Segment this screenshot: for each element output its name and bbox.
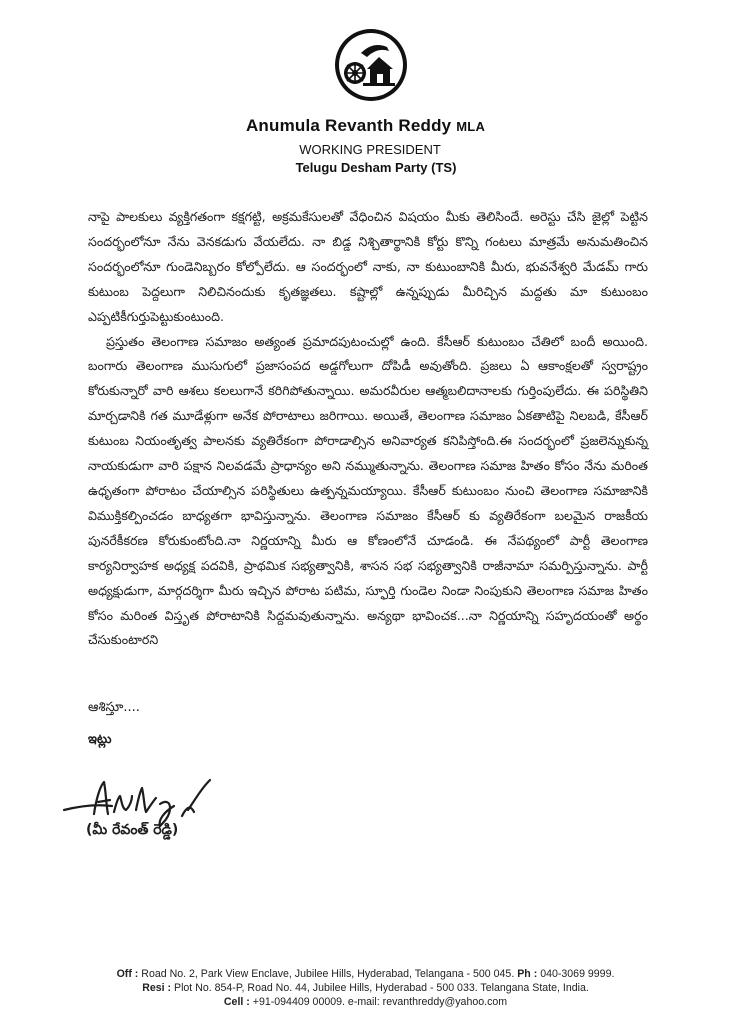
footer-off-label: Off : bbox=[116, 968, 139, 980]
letter-body bbox=[88, 205, 648, 653]
body-paragraph-2: ప్రస్తుతం తెలంగాణ సమాజం అత్యంత ప్రమాదపుటంచుల్లో ఉంది. కేసీఆర్ కుటుంబం చేతిలో బందీ అయింది. బంగారు తెలంగాణ ముసుగులో ప్రజాసంపద అడ్డగోలుగా దోపిడీ అవుతోంది. ప్రజలు ఏ ఆకాంక్షలతో స్వరాష్ట్రం కోరుకున్నారో వారి ఆశలు కలలుగానే కరిగిపోతున్నాయి. అమరవీరుల ఆత్మబలిదానాలకు గుర్తింపులేదు. ఈ పరిస్థితిని మార్చడానికి గత మూడేళ్లుగా అనేక పోరాటాలు జరిగాయి. అయితే, తెలంగాణ సమాజం ఏకతాటిపై నిలబడి, కేసీఆర్ కుటుంబ నియంతృత్వ పాలనకు వ్యతిరేకంగా పోరాడాల్సిన అనివార్యత కనిపిస్తోంది.ఈ సందర్భంలో ప్రజలెన్నుకున్న నాయకుడుగా వారి పక్షాన నిలవడమే ప్రాధాన్యం అని నమ్ముతున్నాను. తెలంగాణ సమాజ హితం కోసం నేను మరింత ఉధృతంగా పోరాటం చేయాల్సిన పరిస్థితులు ఉత్పన్నమయ్యాయి. కేసీఆర్ కుటుంబం నుంచి తెలంగాణ సమాజానికి విముక్తికల్పించడం బాధ్యతగా భావిస్తున్నాను. తెలంగాణ సమాజం కేసీఆర్ కు వ్యతిరేకంగా బలమైన రాజకీయ పునరేకీకరణ కోరుకుంటోంది.నా నిర్ణయాన్ని మీరు ఆ కోణంలోనే చూడండి. ఈ నేపథ్యంలో పార్టీ తెలంగాణ కార్యనిర్వాహక అధ్యక్ష పదవికి, ప్రాథమిక సభ్యత్వానికి, శాసన సభ సభ్యత్వానికి రాజీనామా సమర్పిస్తున్నాను. పార్టీ అధ్యక్షుడుగా, మార్గదర్శిగా మీరు ఇచ్చిన పోరాట పటిమ, స్ఫూర్తి గుండెల నిండా నింపుకుని తెలంగాణ సమాజ హితం కోసం మరింత విస్తృత పోరాటానికి సిద్దమవుతున్నాను. అన్యథా భావించక...నా నిర్ణయాన్ని సహృదయంతో అర్థం చేసుకుంటారని bbox=[88, 333, 648, 648]
footer-cell-text: +91-094409 00009. bbox=[252, 996, 345, 1008]
footer-cell-label: Cell : bbox=[223, 996, 250, 1008]
closing-line-yours: ఇట్లు bbox=[88, 732, 112, 747]
footer-resi-text: Plot No. 854-P, Road No. 44, Jubilee Hills, Hyderabad - 500 033. Telangana State, India. bbox=[174, 982, 589, 994]
footer-ph-label: Ph : bbox=[517, 968, 538, 980]
footer-off-text: Road No. 2, Park View Enclave, Jubilee Hills, Hyderabad, Telangana - 500 045. bbox=[141, 968, 515, 980]
footer-email-label: e-mail: bbox=[347, 996, 380, 1008]
signatory-name: (మీ రేవంత్ రెడ్డి) bbox=[86, 822, 179, 838]
letterhead-footer bbox=[0, 967, 731, 1009]
letterhead-name-suffix: MLA bbox=[456, 119, 486, 134]
letterhead-name-text: Anumula Revanth Reddy bbox=[245, 116, 452, 135]
footer-email-text: revanthreddy@yahoo.com bbox=[382, 996, 508, 1008]
body-paragraph-1: నాపై పాలకులు వ్యక్తిగతంగా కక్షగట్టి, అక్రమకేసులతో వేధించిన విషయం మీకు తెలిసిందే. అరెస్టు చేసి జైల్లో పెట్టిన సందర్భంలోనూ నేను వెనకడుగు వేయలేదు. నా బిడ్డ నిశ్చితార్థానికి కోర్టు కొన్ని గంటలు మాత్రమే అనుమతించిన సందర్భంలోనూ గుండెనిబ్బరం కోల్పోలేదు. ఆ సందర్భంలో నాకు, నా కుటుంబానికి మీరు, భువనేశ్వరి మేడమ్ గారు కుటుంబ పెద్దలుగా నిలిచినందుకు కృతజ్ఞతలు. కష్టాల్లో ఉన్నప్పుడు మీరిచ్చిన మద్దతు మా కుటుంబం ఎప్పటికీగుర్తుపెట్టుకుంటుంది. bbox=[88, 209, 648, 324]
tdp-party-logo-icon bbox=[333, 27, 409, 103]
letterhead-role: WORKING PRESIDENT bbox=[299, 142, 441, 157]
footer-resi-label: Resi : bbox=[142, 982, 172, 994]
footer-ph-text: 040-3069 9999. bbox=[540, 968, 615, 980]
footer-contact-line bbox=[0, 995, 731, 1009]
footer-office-line bbox=[0, 967, 731, 981]
letterhead-party: Telugu Desham Party (TS) bbox=[295, 160, 457, 175]
closing-line-hoping: ఆశిస్తూ.... bbox=[88, 700, 140, 715]
letterhead-name bbox=[0, 116, 731, 136]
footer-residence-line bbox=[0, 981, 731, 995]
